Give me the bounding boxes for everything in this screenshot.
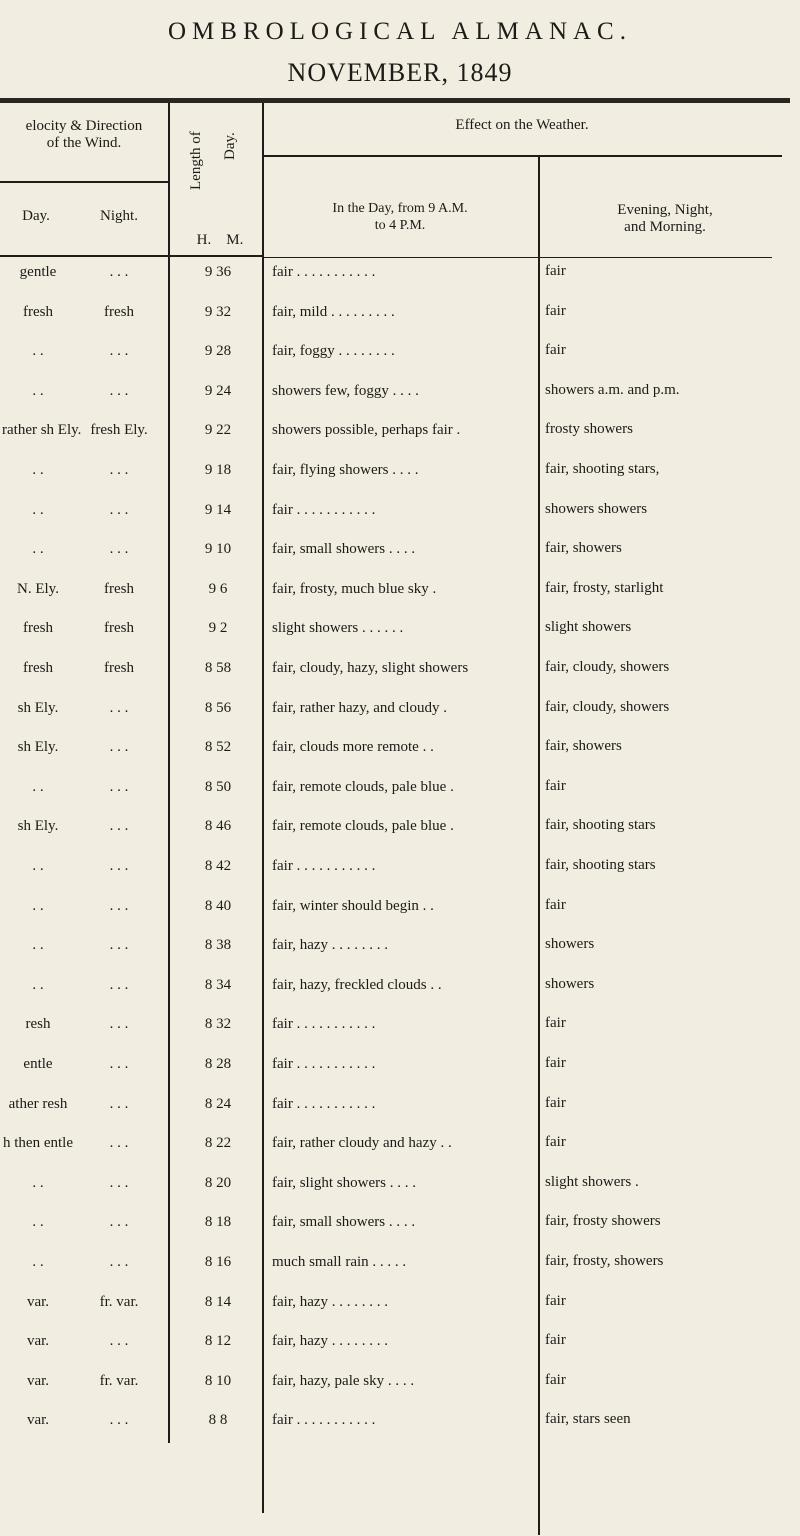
wind-day-cell: . . [32, 976, 44, 993]
evening-header-line1: Evening, Night, [617, 202, 713, 218]
in-day-header-line2: to 4 P.M. [374, 218, 426, 233]
day-weather-cell: fair, small showers . . . . [272, 541, 416, 558]
evening-weather-cell: showers [545, 936, 595, 953]
day-weather-cell: fair, remote clouds, pale blue . [272, 818, 454, 835]
day-weather-cell: fair, hazy . . . . . . . . [272, 1333, 389, 1350]
day-weather-cell: fair, hazy . . . . . . . . [272, 1293, 389, 1310]
day-weather-cell: fair . . . . . . . . . . . [272, 1056, 376, 1072]
day-weather-cell: fair . . . . . . . . . . . [272, 1412, 376, 1429]
wind-day-cell: sh Ely. [17, 699, 59, 716]
wind-header [0, 118, 168, 152]
table-row [0, 818, 800, 852]
day-weather-cell: fair . . . . . . . . . . . [272, 501, 376, 518]
day-length-cell: 8 50 [204, 778, 232, 795]
month-title: NOVEMBER, 1849 [287, 58, 513, 87]
evening-weather-cell: fair [545, 1332, 566, 1349]
wind-day-cell: sh Ely. [17, 739, 59, 756]
table-row [0, 739, 800, 773]
wind-day-cell: . . [32, 1214, 44, 1231]
day-length-cell: 8 8 [208, 1412, 228, 1429]
day-length-cell: 9 22 [204, 422, 232, 439]
day-weather-cell: showers few, foggy . . . . [272, 382, 419, 399]
evening-header-line2: and Morning. [624, 219, 706, 235]
wind-day-cell: var. [26, 1412, 50, 1429]
day-weather-cell: fair, winter should begin . . [272, 897, 434, 914]
evening-weather-cell: fair [545, 1134, 566, 1151]
wind-day-cell: var. [26, 1293, 50, 1310]
day-length-cell: 8 10 [204, 1372, 232, 1389]
evening-weather-cell: fair [545, 896, 566, 913]
table-row [0, 1056, 800, 1090]
day-length-cell: 8 20 [204, 1174, 232, 1191]
day-length-cell: 8 42 [204, 858, 232, 874]
evening-weather-cell: slight showers [545, 619, 632, 636]
wind-day-cell: N. Ely. [17, 580, 59, 597]
wind-night-cell: fresh Ely. [90, 422, 148, 439]
day-length-cell: 8 24 [204, 1095, 232, 1112]
in-day-header [262, 200, 538, 234]
day-length-cell: 8 40 [204, 897, 232, 914]
day-length-cell: 9 6 [208, 580, 228, 597]
table-row [0, 1214, 800, 1248]
wind-day-cell: entle [23, 1056, 53, 1072]
length-header: Length of [188, 131, 204, 190]
evening-weather-cell: fair [545, 302, 566, 319]
wind-day-cell: . . [32, 1174, 44, 1191]
table-row [0, 1412, 800, 1446]
evening-weather-cell: frosty showers [545, 421, 633, 438]
evening-weather-cell: fair [545, 777, 566, 794]
header-rule-effect [262, 155, 782, 157]
day-weather-cell: fair, slight showers . . . . [272, 1174, 416, 1191]
wind-day-cell: . . [32, 382, 44, 399]
top-rule [0, 98, 790, 103]
table-row [0, 462, 800, 496]
wind-night-cell: fr. var. [99, 1293, 139, 1310]
day-weather-cell: showers possible, perhaps fair . [272, 422, 461, 439]
day-weather-cell: fair . . . . . . . . . . . [272, 858, 376, 874]
day-length-cell: 8 46 [204, 818, 232, 835]
table-row [0, 581, 800, 615]
wind-night-cell: . . . [109, 858, 129, 874]
day-length-cell: 8 28 [204, 1056, 232, 1072]
almanac-title: OMBROLOGICAL ALMANAC. [168, 18, 632, 45]
evening-weather-cell: fair, frosty showers [545, 1213, 661, 1230]
day-weather-cell: fair, rather hazy, and cloudy . [272, 699, 448, 716]
wind-day-cell: . . [32, 937, 44, 954]
day-length-cell: 8 32 [204, 1016, 232, 1033]
evening-weather-cell: slight showers . [545, 1173, 639, 1190]
day-length-cell: 8 52 [204, 739, 232, 756]
wind-header-line2: of the Wind. [46, 135, 122, 151]
wind-night-cell: . . . [109, 343, 129, 360]
table-row [0, 660, 800, 694]
header-rule-bottom [0, 255, 262, 257]
in-day-header-line1: In the Day, from 9 A.M. [332, 201, 468, 216]
wind-night-cell: . . . [109, 778, 129, 795]
day-length-cell: 8 34 [204, 976, 232, 993]
wind-day-cell: sh Ely. [17, 818, 59, 835]
table-row [0, 1373, 800, 1407]
wind-night-cell: fresh [104, 303, 134, 320]
day-length-cell: 9 24 [204, 382, 232, 399]
wind-night-cell: fresh [104, 620, 134, 637]
day-length-cell: 8 58 [204, 660, 232, 676]
evening-weather-cell: fair, cloudy, showers [545, 698, 670, 715]
day-weather-cell: fair, hazy . . . . . . . . [272, 937, 389, 954]
day-weather-cell: fair, flying showers . . . . [272, 462, 419, 478]
header-rule-bottom-right [262, 257, 772, 258]
wind-night-cell: . . . [109, 976, 129, 993]
day-weather-cell: fair, hazy, pale sky . . . . [272, 1372, 415, 1389]
table-row [0, 1175, 800, 1209]
day-weather-cell: fair, hazy, freckled clouds . . [272, 976, 442, 993]
wind-header-line1: elocity & Direction [25, 118, 143, 134]
wind-day-cell: var. [26, 1372, 50, 1389]
wind-day-cell: . . [32, 462, 44, 478]
day-length-cell: 9 18 [204, 462, 232, 478]
wind-day-cell: h then entle [3, 1135, 73, 1152]
day-weather-cell: fair, foggy . . . . . . . . [272, 343, 395, 360]
wind-day-cell: ather resh [8, 1095, 68, 1112]
wind-night-cell: . . . [109, 1056, 129, 1072]
wind-day-cell: var. [26, 1333, 50, 1350]
wind-night-cell: fr. var. [99, 1372, 139, 1389]
evening-weather-cell: fair [545, 1055, 566, 1071]
night-header: Night. [100, 208, 138, 224]
header-rule-wind [0, 181, 168, 183]
wind-day-cell: resh [25, 1016, 51, 1033]
day-weather-cell: fair . . . . . . . . . . . [272, 1095, 376, 1112]
table-row [0, 383, 800, 417]
evening-weather-cell: fair, frosty, starlight [545, 579, 664, 596]
wind-night-cell: . . . [109, 1254, 129, 1270]
day-length-cell: 8 12 [204, 1333, 232, 1350]
wind-night-cell: . . . [109, 1174, 129, 1191]
wind-day-cell: . . [32, 858, 44, 874]
evening-weather-cell: fair, shooting stars, [545, 461, 660, 477]
table-row [0, 343, 800, 377]
day-weather-cell: fair, frosty, much blue sky . [272, 580, 437, 597]
day-weather-cell: fair, mild . . . . . . . . . [272, 303, 395, 320]
day-length-cell: 8 22 [204, 1135, 232, 1152]
table-row [0, 858, 800, 892]
wind-night-cell: . . . [109, 1135, 129, 1152]
wind-night-cell: . . . [109, 264, 129, 280]
evening-weather-cell: fair [545, 1094, 566, 1111]
wind-night-cell: fresh [104, 660, 134, 676]
wind-night-cell: . . . [109, 739, 129, 756]
day-length-cell: 9 36 [204, 264, 232, 280]
evening-weather-cell: fair [545, 342, 566, 359]
day-weather-cell: much small rain . . . . . [272, 1254, 407, 1270]
wind-day-cell: . . [32, 343, 44, 360]
wind-night-cell: . . . [109, 501, 129, 518]
wind-day-cell: fresh [23, 620, 53, 637]
table-row [0, 1254, 800, 1288]
wind-night-cell: . . . [109, 1412, 129, 1429]
evening-weather-cell: fair [545, 1371, 566, 1388]
evening-weather-cell: fair, showers [545, 540, 622, 557]
table-row [0, 1096, 800, 1130]
evening-weather-cell: showers a.m. and p.m. [545, 381, 680, 398]
day-weather-cell: slight showers . . . . . . [272, 620, 404, 637]
evening-weather-cell: fair, stars seen [545, 1411, 631, 1428]
hm-header: H. M. [196, 232, 244, 248]
day-weather-cell: fair, small showers . . . . [272, 1214, 416, 1231]
wind-day-cell: . . [32, 897, 44, 914]
wind-day-cell: . . [32, 1254, 44, 1270]
evening-weather-cell: fair, cloudy, showers [545, 659, 670, 675]
wind-night-cell: . . . [109, 1016, 129, 1033]
day-length-cell: 8 16 [204, 1254, 232, 1270]
table-row [0, 264, 800, 298]
wind-night-cell: . . . [109, 897, 129, 914]
day-length-cell: 9 32 [204, 303, 232, 320]
evening-weather-cell: fair, shooting stars [545, 817, 656, 834]
evening-weather-cell: showers showers [545, 500, 648, 517]
table-row [0, 304, 800, 338]
table-row [0, 1333, 800, 1367]
table-row [0, 700, 800, 734]
table-row [0, 977, 800, 1011]
day-weather-cell: fair . . . . . . . . . . . [272, 264, 376, 280]
wind-night-cell: . . . [109, 818, 129, 835]
day-weather-cell: fair, remote clouds, pale blue . [272, 778, 454, 795]
day-length-cell: 8 14 [204, 1293, 232, 1310]
evening-weather-cell: fair [545, 1292, 566, 1309]
wind-day-cell: rather sh Ely. [2, 422, 82, 439]
evening-weather-cell: fair [545, 1015, 566, 1032]
wind-day-cell: fresh [23, 303, 53, 320]
evening-header [540, 202, 790, 236]
evening-weather-cell: fair, shooting stars [545, 857, 656, 873]
evening-weather-cell: fair [545, 263, 566, 279]
day-length-header: Day. [222, 132, 238, 160]
day-weather-cell: fair, rather cloudy and hazy . . [272, 1135, 452, 1152]
day-weather-cell: fair, clouds more remote . . [272, 739, 434, 756]
table-row [0, 898, 800, 932]
day-length-cell: 9 2 [208, 620, 228, 637]
day-length-cell: 9 14 [204, 501, 232, 518]
wind-night-cell: . . . [109, 1095, 129, 1112]
day-length-cell: 8 18 [204, 1214, 232, 1231]
day-weather-cell: fair . . . . . . . . . . . [272, 1016, 376, 1033]
table-row [0, 1135, 800, 1169]
effect-header: Effect on the Weather. [455, 117, 589, 133]
day-header: Day. [22, 208, 50, 224]
day-length-cell: 8 56 [204, 699, 232, 716]
wind-night-cell: . . . [109, 937, 129, 954]
evening-weather-cell: fair, frosty, showers [545, 1253, 664, 1269]
wind-day-cell: . . [32, 501, 44, 518]
wind-night-cell: . . . [109, 699, 129, 716]
table-row [0, 422, 800, 456]
day-length-cell: 9 28 [204, 343, 232, 360]
table-row [0, 937, 800, 971]
day-length-cell: 9 10 [204, 541, 232, 558]
wind-night-cell: . . . [109, 541, 129, 558]
wind-day-cell: . . [32, 778, 44, 795]
table-row [0, 541, 800, 575]
wind-night-cell: . . . [109, 1214, 129, 1231]
day-weather-cell: fair, cloudy, hazy, slight showers [272, 660, 469, 676]
table-row [0, 1294, 800, 1328]
wind-day-cell: fresh [23, 660, 53, 676]
wind-night-cell: fresh [104, 580, 134, 597]
table-row [0, 620, 800, 654]
wind-day-cell: gentle [19, 264, 57, 280]
table-row [0, 502, 800, 536]
evening-weather-cell: showers [545, 975, 595, 992]
wind-night-cell: . . . [109, 382, 129, 399]
wind-day-cell: . . [32, 541, 44, 558]
table-row [0, 779, 800, 813]
wind-night-cell: . . . [109, 1333, 129, 1350]
evening-weather-cell: fair, showers [545, 738, 622, 755]
day-length-cell: 8 38 [204, 937, 232, 954]
table-row [0, 1016, 800, 1050]
wind-night-cell: . . . [109, 462, 129, 478]
